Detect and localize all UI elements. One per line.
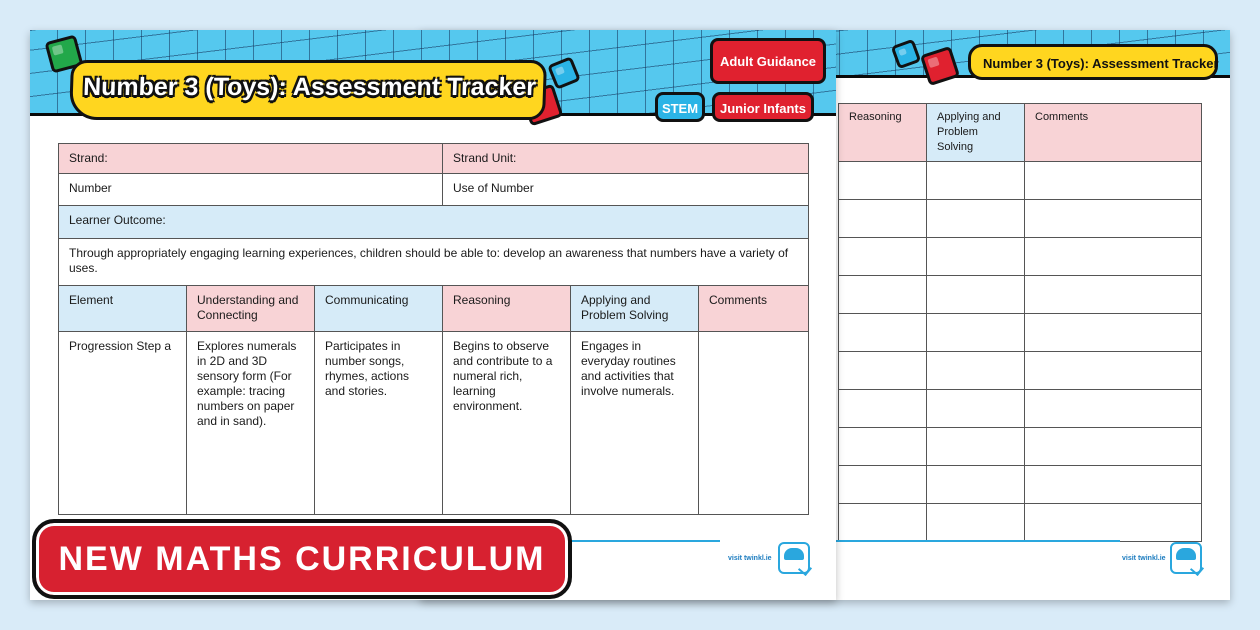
front-worksheet-preview (30, 30, 836, 600)
header-reasoning: Reasoning (443, 286, 571, 332)
back-header-reasoning: Reasoning (839, 104, 927, 162)
table-row (839, 238, 1202, 276)
cell-understanding: Explores numerals in 2D and 3D sensory form (For example: tracing numbers on paper and in sand). (187, 332, 315, 515)
page-title: Number 3 (Toys): Assessment Tracker (69, 60, 547, 120)
table-row (59, 332, 809, 515)
strand-unit-value: Use of Number (443, 174, 809, 206)
table-row (839, 162, 1202, 200)
learner-outcome-text: Through appropriately engaging learning experiences, children should be able to: develop an awareness that numbers have a variety of uses. (59, 239, 809, 286)
twinkl-badge-icon (778, 542, 810, 574)
cell-element: Progression Step a (59, 332, 187, 515)
stem-badge: STEM (655, 92, 705, 122)
cell-applying: Engages in everyday routines and activities that involve numerals. (571, 332, 699, 515)
table-row (839, 466, 1202, 504)
twinkl-badge-icon (1170, 542, 1202, 574)
cell-communicating: Participates in number songs, rhymes, actions and stories. (315, 332, 443, 515)
table-row (839, 352, 1202, 390)
table-row (839, 390, 1202, 428)
strand-unit-label: Strand Unit: (443, 144, 809, 174)
back-header-comments: Comments (1025, 104, 1202, 162)
table-row (839, 276, 1202, 314)
back-footer-link: visit twinkl.ie (1122, 555, 1166, 562)
front-footer-line (570, 540, 720, 542)
table-row (839, 200, 1202, 238)
adult-guidance-badge: Adult Guidance (710, 38, 826, 84)
assessment-table (58, 143, 809, 515)
learner-outcome-label: Learner Outcome: (59, 206, 809, 239)
table-row (839, 428, 1202, 466)
table-row (839, 504, 1202, 542)
cell-reasoning: Begins to observe and contribute to a numeral rich, learning environment. (443, 332, 571, 515)
front-footer-link: visit twinkl.ie (728, 555, 772, 562)
header-understanding: Understanding and Connecting (187, 286, 315, 332)
table-row (839, 314, 1202, 352)
header-element: Element (59, 286, 187, 332)
header-applying: Applying and Problem Solving (571, 286, 699, 332)
new-maths-curriculum-banner: NEW MATHS CURRICULUM (32, 519, 572, 599)
cell-comments (699, 332, 809, 515)
junior-infants-badge: Junior Infants (712, 92, 814, 122)
back-assessment-table (838, 103, 1202, 542)
strand-value: Number (59, 174, 443, 206)
back-footer-line (830, 540, 1120, 542)
header-communicating: Communicating (315, 286, 443, 332)
header-comments: Comments (699, 286, 809, 332)
strand-label: Strand: (59, 144, 443, 174)
back-header-applying: Applying and Problem Solving (927, 104, 1025, 162)
back-sheet-title: Number 3 (Toys): Assessment Tracker (968, 44, 1218, 80)
